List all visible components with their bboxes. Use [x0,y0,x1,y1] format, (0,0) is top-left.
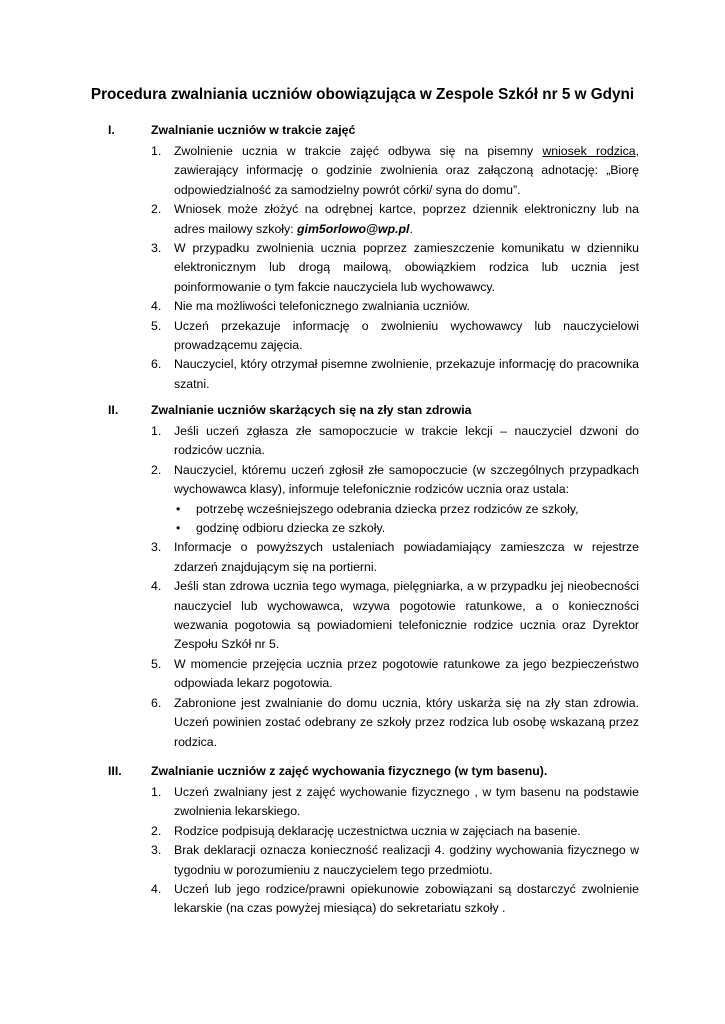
item-number: 1. [151,785,162,799]
section-2 [0,403,725,752]
section-3 [0,764,725,919]
item-number: 4. [151,579,162,594]
list-item [0,655,639,694]
list-item [0,577,639,655]
list-item [0,142,639,200]
item-number: 2. [151,462,162,477]
section-title: Zwalnianie uczniów skarżących się na zły stan zdrowia [151,403,472,417]
bullet-text: potrzebę wcześniejszego odebrania dziecka przez rodziców ze szkoły, [196,501,579,516]
item-text: Zabronione jest zwalnianie do domu ucznia, który uskarża się na zły stan zdrowia. Uczeń powinien zostać odebrany ze szkoły przez rodzica lub osobę wskazaną przez rodzica. [174,695,639,749]
item-number: 4. [151,882,162,897]
item-text: Uczeń przekazuje informację o zwolnieniu wychowawcy lub nauczycielowi prowadzącemu zajęcia. [174,318,639,353]
bullet-item [174,519,639,538]
item-text: Nauczyciel, któremu uczeń zgłosił złe samopoczucie (w szczególnych przypadkach wychowawca klasy), informuje telefonicznie rodziców ucznia oraz ustala: [174,462,639,497]
section-title: Zwalnianie uczniów z zajęć wychowania fizycznego (w tym basenu). [151,764,548,778]
item-text: W momencie przejęcia ucznia przez pogotowie ratunkowe za jego bezpieczeństwo odpowiada lekarz pogotowia. [174,656,639,691]
item-text: Nie ma możliwości telefonicznego zwalniania uczniów. [174,299,470,314]
item-text-part: . [409,221,413,236]
bullet-list [174,500,639,539]
item-list [0,142,725,394]
section-number: III. [108,764,122,778]
list-item [0,200,639,239]
item-number: 1. [151,424,162,438]
list-item [0,297,639,316]
list-item [0,422,639,461]
section-heading [0,123,725,142]
list-item [0,694,639,752]
item-text-part: , zawierający informację o godzinie zwolnienia oraz załączoną adnotację: „Biorę odpowiedzialność za samodzielny powrót córki/ syna do domu”. [174,144,640,197]
item-number: 3. [151,540,162,555]
section-title: Zwalnianie uczniów w trakcie zajęć [151,123,356,137]
bullet-icon: • [176,501,181,516]
item-text: Jeśli uczeń zgłasza złe samopoczucie w trakcie lekcji – nauczyciel dzwoni do rodziców ucznia. [174,424,639,458]
item-text: W przypadku zwolnienia ucznia poprzez zamieszczenie komunikatu w dzienniku elektronicznym lub drogą mailową, obowiązkiem rodzica lub ucznia jest poinformowanie o tym fakcie nauczyciela lub wychowawcy. [174,241,639,294]
list-item [0,841,639,880]
school-email: gim5orlowo@wp.pl [297,221,410,236]
section-1 [0,123,725,394]
item-text: Nauczyciel, który otrzymał pisemne zwolnienie, przekazuje informację do pracownika szatni. [174,357,639,391]
item-number: 1. [151,144,162,158]
bullet-item [174,500,639,519]
item-list [0,783,725,919]
list-item [0,461,639,539]
bullet-icon: • [176,521,181,536]
bullet-text: godzinę odbioru dziecka ze szkoły. [196,521,386,536]
section-number: I. [108,123,115,137]
section-heading [0,403,725,422]
item-text [174,142,639,200]
item-number: 2. [151,823,162,838]
item-number: 4. [151,299,162,314]
item-number: 5. [151,318,162,333]
item-text: Brak deklaracji oznacza konieczność realizacji 4. godziny wychowania fizycznego w tygodniu w porozumieniu z nauczycielem tego przedmiotu. [174,843,639,877]
item-text: Rodzice podpisują deklarację uczestnictwa ucznia w zajęciach na basenie. [174,823,581,838]
item-text: Uczeń zwalniany jest z zajęć wychowanie fizycznego , w tym basenu na podstawie zwolnienia lekarskiego. [174,785,639,819]
page-title: Procedura zwalniania uczniów obowiązująca w Zespole Szkół nr 5 w Gdyni [90,86,635,103]
item-text: Jeśli stan zdrowa ucznia tego wymaga, pielęgniarka, a w przypadku jej nieobecności nauczyciel lub wychowawca, wzywa pogotowie ratunkowe, a o konieczności wezwania pogotowia są powiadomieni telefonicznie rodzice ucznia oraz Dyrektor Zespołu Szkół nr 5. [174,579,639,652]
section-heading [0,764,725,783]
item-number: 2. [151,202,162,217]
item-text-part: Wniosek może złożyć na odrębnej kartce, poprzez dziennik elektroniczny lub na adres mailowy szkoły: [174,202,639,236]
item-text: Uczeń lub jego rodzice/prawni opiekunowie zobowiązani są dostarczyć zwolnienie lekarskie (na czas powyżej miesiąca) do sekretariatu szkoły . [174,882,639,916]
list-item [0,880,639,919]
list-item [0,783,639,822]
list-item [0,355,639,394]
item-text-part: Zwolnienie ucznia w trakcie zajęć odbywa się na pisemny [174,144,543,158]
item-number: 5. [151,656,162,671]
item-text: Informacje o powyższych ustaleniach powiadamiający zamieszcza w rejestrze zdarzeń znajdującym się na portierni. [174,540,639,574]
list-item [0,538,639,577]
parent-request-term: wniosek rodzica [542,144,636,158]
item-number: 3. [151,241,162,256]
item-number: 3. [151,843,162,858]
section-number: II. [108,403,119,417]
list-item [0,239,639,297]
item-text [174,200,639,239]
list-item [0,822,639,841]
item-number: 6. [151,357,162,372]
item-number: 6. [151,695,162,710]
list-item [0,317,639,356]
item-list [0,422,725,752]
